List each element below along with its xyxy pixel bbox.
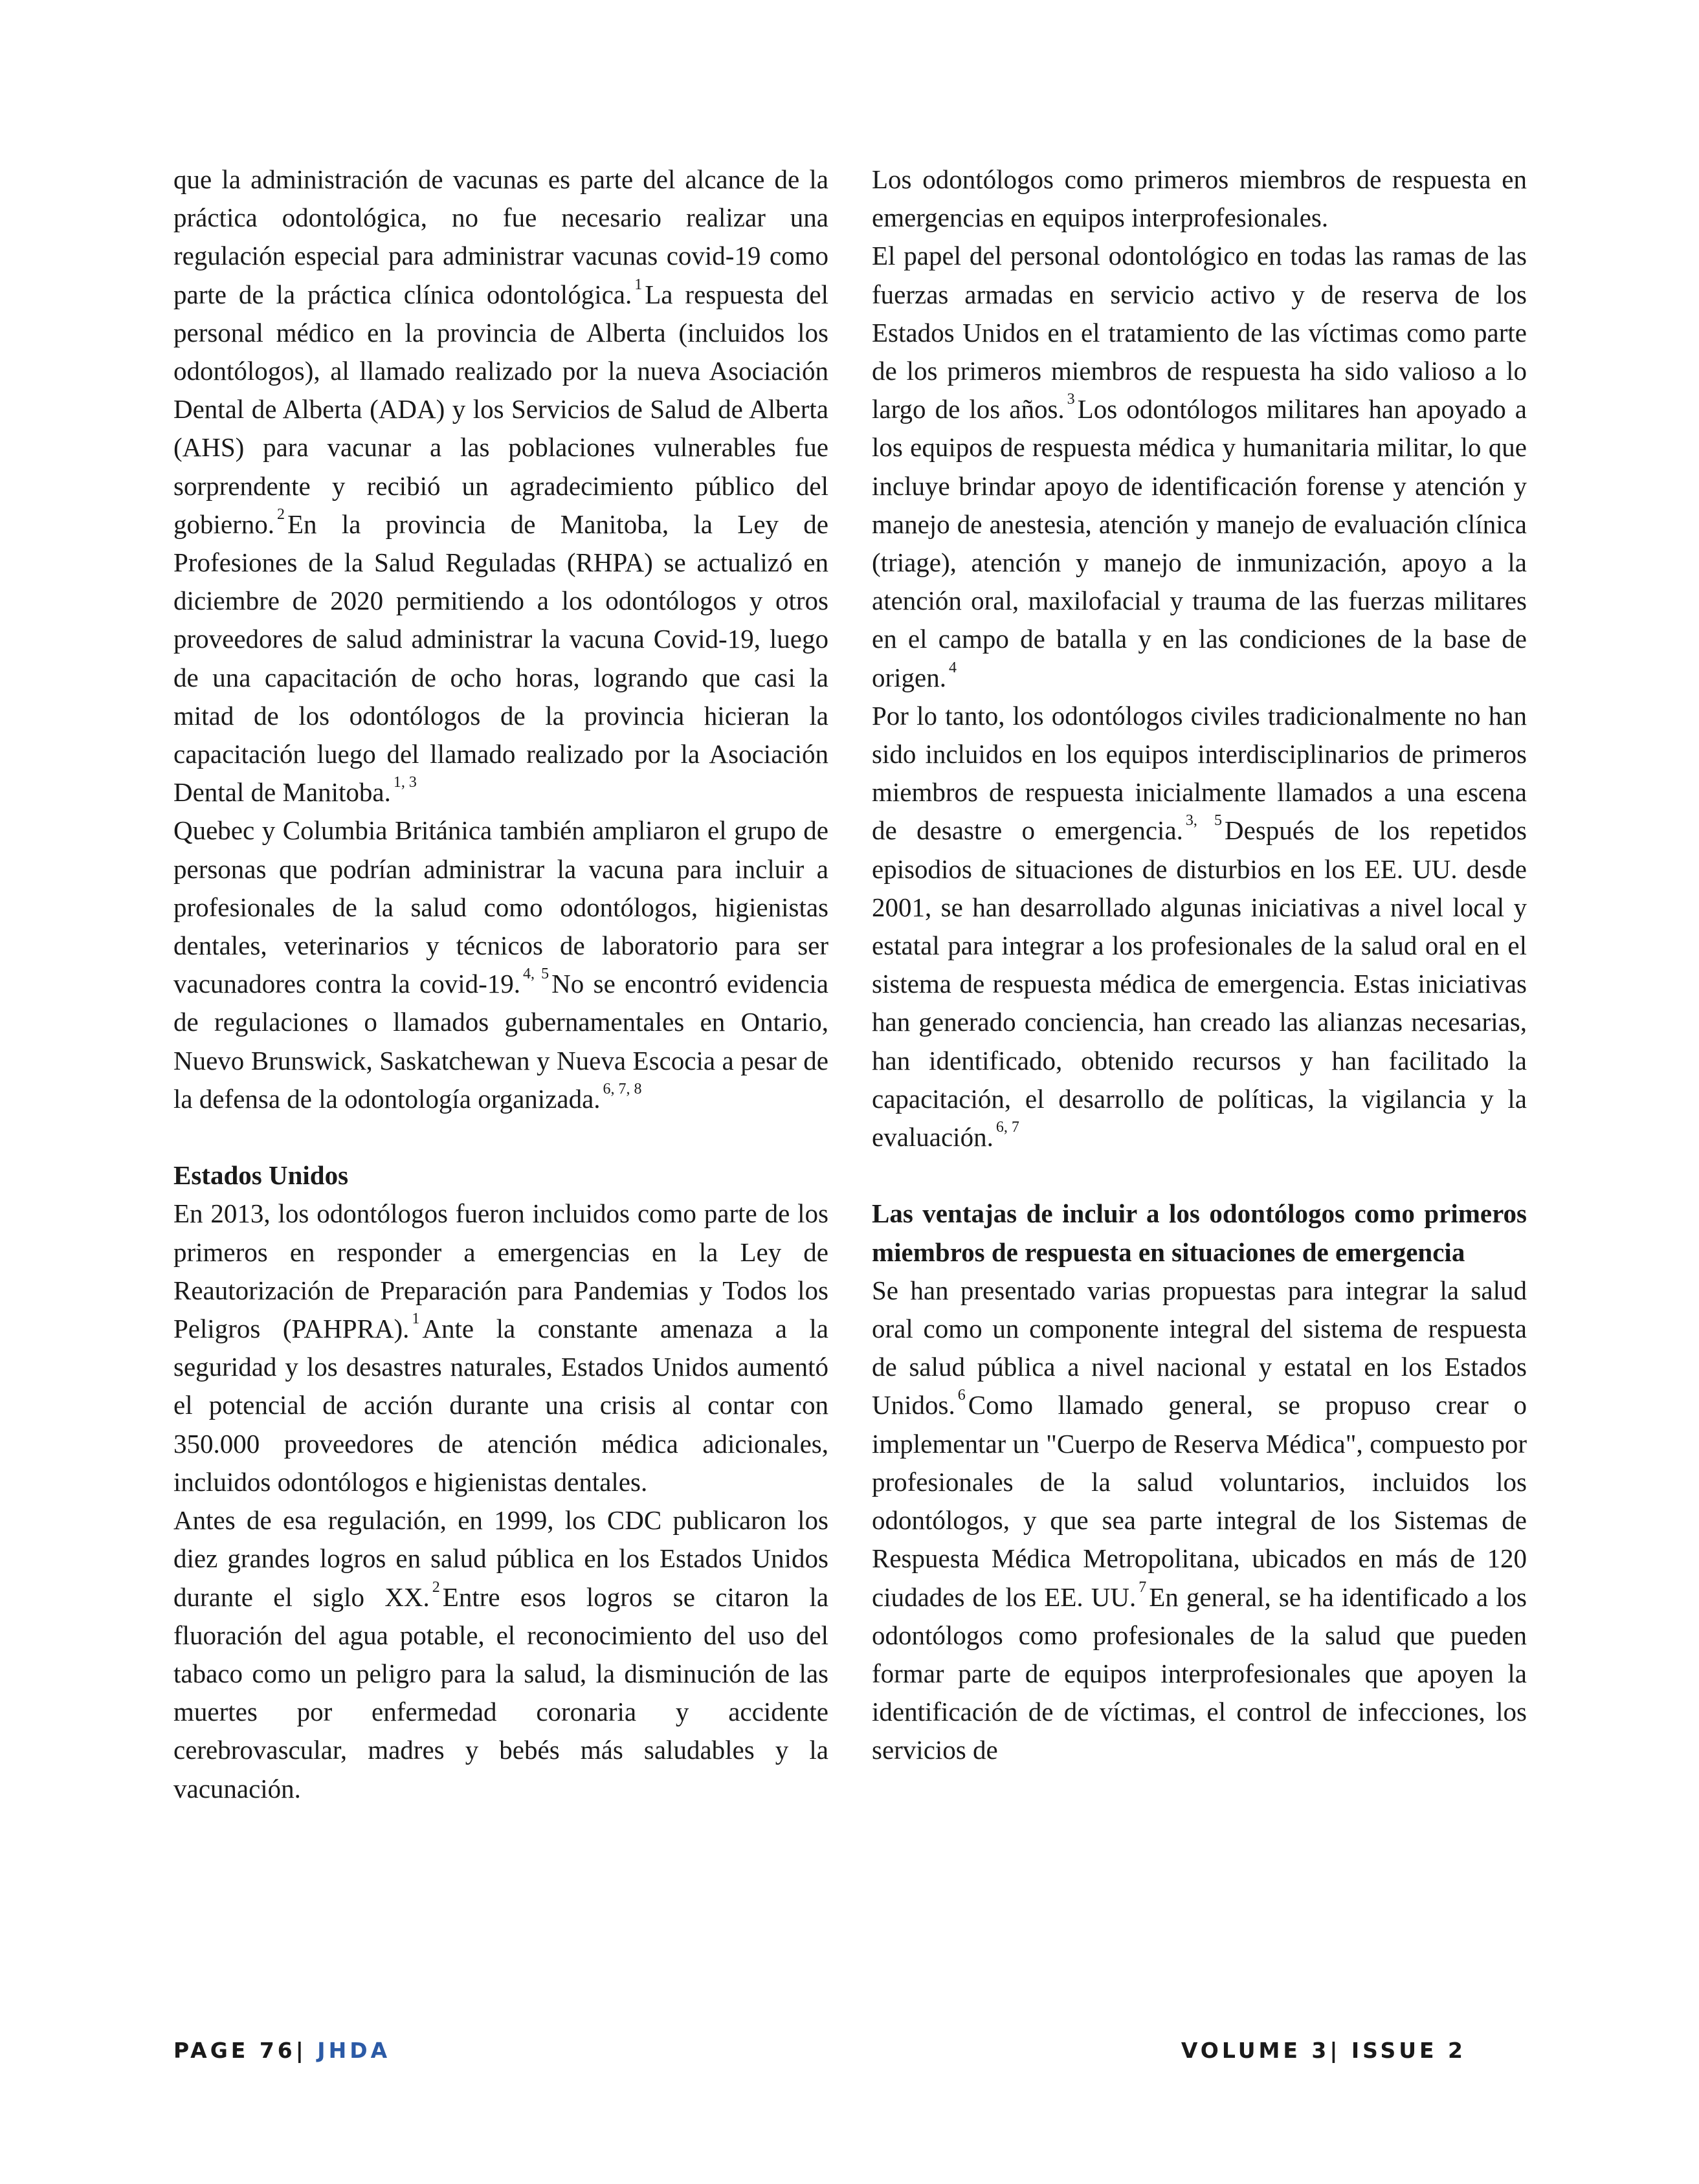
paragraph: En 2013, los odontólogos fueron incluidos como parte de los primeros en responder a emergencias en la Ley de Reautorización de Preparación para Pandemias y Todos los Peligros (PAHPRA). $^1$Ante la constante amenaza a la seguridad y los desastres naturales, Estados Unidos aumentó el potencial de acción durante una crisis al contar con 350.000 proveedores de atención médica adicionales, incluidos odontólogos e higienistas dentales.	[173, 1198, 828, 1497]
journal-name: JHDA	[317, 2038, 391, 2063]
footer-volume-issue: VOLUME 3| ISSUE 2	[1181, 2038, 1466, 2063]
citation: 6	[957, 1387, 966, 1404]
footer-page-label: PAGE 76| JHDA	[173, 2038, 391, 2063]
citation: 7	[1138, 1578, 1147, 1596]
citation: 4	[949, 659, 957, 676]
citation: 6, 7, 8	[603, 1080, 642, 1098]
paragraph: Quebec y Columbia Británica también ampliaron el grupo de personas que podrían administrar la vacuna para incluir a profesionales de la salud como odontólogos, higienistas dentales, veterinarios y técnicos de laboratorio para ser vacunadores contra la covid-19. $^{4, 5}$No se encontró evidencia de regulaciones o llamados gubernamentales en Ontario, Nuevo Brunswick, Saskatchewan y Nueva Escocia a pesar de la defensa de la odontología organizada. $^{6, 7, 8}$	[173, 815, 829, 1114]
paragraph: Antes de esa regulación, en 1999, los CDC publicaron los diez grandes logros en salud pública en los Estados Unidos durante el siglo XX. $^2$Entre esos logros se citaron la fluoración del agua potable, el reconocimiento del uso del tabaco como un peligro para la salud, la disminución de las muertes por enfermedad coronaria y accidente cerebrovascular, madres y bebés más saludables y la vacunación.	[173, 1505, 829, 1803]
paragraph: Por lo tanto, los odontólogos civiles tradicionalmente no han sido incluidos en los equipos interdisciplinarios de primeros miembros de respuesta inicialmente llamados a una escena de desastre o emergencia. $^{3, 5}$Después de los repetidos episodios de situaciones de disturbios en los EE. UU. desde 2001, se han desarrollado algunas iniciativas a nivel local y estatal para integrar a los profesionales de la salud oral en el sistema de respuesta médica de emergencia. Estas iniciativas han generado conciencia, han creado las alianzas necesarias, han identificado, obtenido recursos y han facilitado la capacitación, el desarrollo de políticas, la vigilancia y la evaluación. $^{6, 7}$	[872, 700, 1527, 1153]
citation: 6, 7	[995, 1119, 1019, 1136]
paragraph: Se han presentado varias propuestas para integrar la salud oral como un componente integral del sistema de respuesta de salud pública a nivel nacional y estatal en los Estados Unidos. $^6$Como llamado general, se propuso crear o implementar un "Cuerpo de Reserva Médica", compuesto por profesionales de la salud voluntarios, incluidos los odontólogos, y que sea parte integral de los Sistemas de Respuesta Médica Metropolitana, ubicados en más de 120 ciudades de los EE. UU. $^7$En general, se ha identificado a los odontólogos como profesionales de la salud que pueden formar parte de equipos interprofesionales que apoyen la identificación de de víctimas, el control de infecciones, los servicios de	[872, 1275, 1527, 1765]
citation: 1	[634, 276, 643, 293]
paragraph: que la administración de vacunas es parte del alcance de la práctica odontológica, no fue necesario realizar una regulación especial para administrar vacunas covid-19 como parte de la práctica clínica odontológica. $^1$La respuesta del personal médico en la provincia de Alberta (incluidos los odontólogos), al llamado realizado por la nueva Asociación Dental de Alberta (ADA) y los Servicios de Salud de Alberta (AHS) para vacunar a las poblaciones vulnerables fue sorprendente y recibió un agradecimiento público del gobierno. $^2$En la provincia de Manitoba, la Ley de Profesiones de la Salud Reguladas (RHPA) se actualizó en diciembre de 2020 permitiendo a los odontólogos y otros proveedores de salud administrar la vacuna Covid-19, luego de una capacitación de ocho horas, logrando que casi la mitad de los odontólogos de la provincia hicieran la capacitación luego del llamado realizado por la Asociación Dental de Manitoba. $^{1, 3}$	[173, 164, 828, 808]
left-column	[173, 160, 828, 1808]
paragraph: Los odontólogos como primeros miembros de respuesta en emergencias en equipos interprofesionales.	[872, 164, 1527, 233]
right-column	[872, 160, 1527, 1770]
section-heading: Estados Unidos	[173, 1160, 349, 1191]
citation: 3, 5	[1185, 812, 1223, 830]
paragraph: El papel del personal odontológico en todas las ramas de las fuerzas armadas en servicio activo y de reserva de los Estados Unidos en el tratamiento de las víctimas como parte de los primeros miembros de respuesta ha sido valioso a lo largo de los años. $^3$Los odontólogos militares han apoyado a los equipos de respuesta médica y humanitaria militar, lo que incluye brindar apoyo de identificación forense y atención y manejo de anestesia, atención y manejo de evaluación clínica (triage), atención y manejo de inmunización, apoyo a la atención oral, maxilofacial y trauma de las fuerzas militares en el campo de batalla y en las condiciones de la base de origen. $^4$	[872, 241, 1527, 692]
citation: 3	[1067, 391, 1075, 408]
citation: 1	[412, 1310, 420, 1328]
spacer	[173, 1118, 828, 1156]
citation: 2	[432, 1578, 440, 1596]
citation: 2	[277, 505, 285, 523]
spacer	[872, 1156, 1527, 1195]
citation: 4, 5	[523, 965, 550, 983]
citation: 1, 3	[393, 774, 417, 791]
section-heading: Las ventajas de incluir a los odontólogos como primeros miembros de respuesta en situaciones de emergencia	[872, 1198, 1527, 1267]
